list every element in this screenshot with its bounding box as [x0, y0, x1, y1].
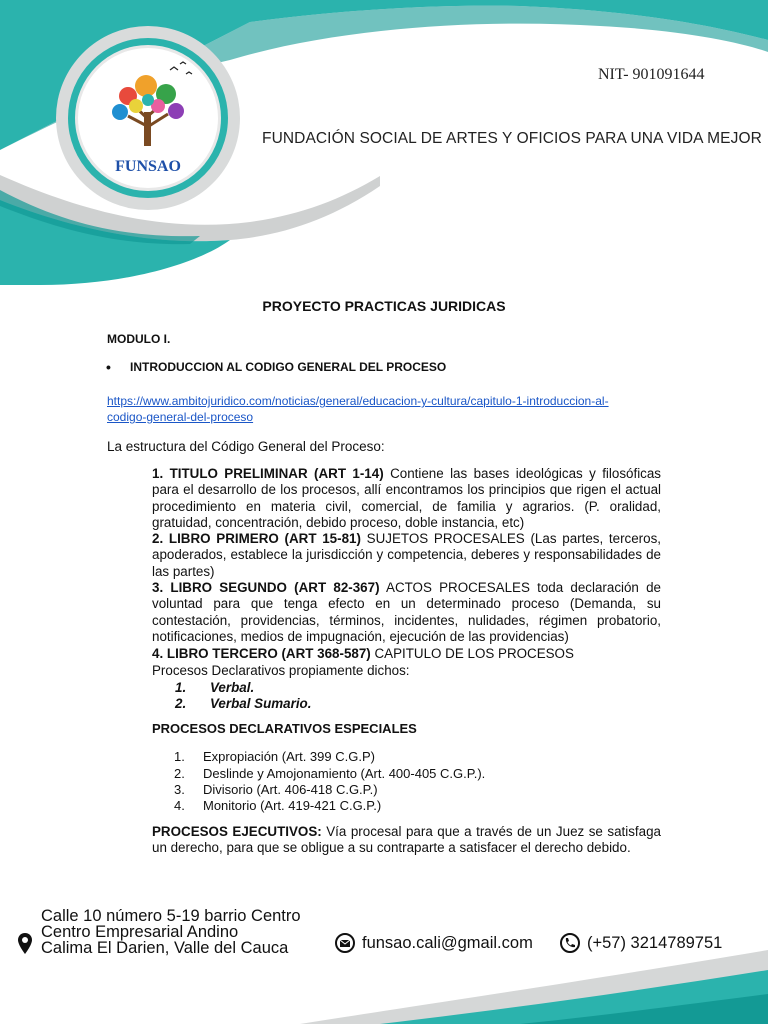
item-label: Divisorio (Art. 406-418 C.G.P.) [203, 782, 378, 797]
item-number: 3. [174, 782, 185, 797]
email-icon [335, 933, 355, 953]
item-number: 1. [175, 680, 187, 695]
item-head: 1. TITULO PRELIMINAR (ART 1-14) [152, 466, 384, 481]
ejecutivos-head: PROCESOS EJECUTIVOS: [152, 824, 322, 839]
phone-icon [560, 933, 580, 953]
structure-item [152, 646, 661, 662]
item-label: Verbal. [210, 680, 255, 695]
item-body: Contiene las bases ideológicas y filosóficas para el desarrollo de los procesos, allí encontramos los principios que rigen el actual procedimiento en materia civil, comercial, de familia y agrarios. (P. oralidad, gratuidad, concentración, debido proceso, doble instancia, etc) [152, 466, 662, 530]
declarativo-item [175, 680, 254, 695]
tree-logo-icon [98, 56, 198, 156]
footer-address [41, 908, 301, 956]
declarativos-intro: Procesos Declarativos propiamente dichos: [152, 663, 410, 678]
item-number: 2. [175, 696, 187, 711]
item-label: Verbal Sumario. [210, 696, 312, 711]
list-item [174, 782, 378, 797]
nit-number: NIT- 901091644 [598, 66, 705, 83]
footer-phone[interactable]: (+57) 3214789751 [587, 934, 723, 952]
item-head: 2. LIBRO PRIMERO (ART 15-81) [152, 531, 361, 546]
item-label: Deslinde y Amojonamiento (Art. 400-405 C.G.P.). [203, 766, 486, 781]
address-line-2: Centro Empresarial Andino [41, 923, 239, 941]
logo-text: FUNSAO [115, 158, 181, 175]
list-item [174, 749, 375, 764]
document-title: PROYECTO PRACTICAS JURIDICAS [262, 298, 506, 314]
item-body: ACTOS PROCESALES toda declaración de voluntad para que tenga efecto en un determinado proceso (Demanda, su contestación, providencias, términos, incidentes, nulidades, régimen probatorio, notificaciones, medios de impugnación, ejecución de las providencias) [152, 580, 661, 644]
link-line-2: codigo-general-del-proceso [107, 410, 254, 424]
declarativo-item [175, 696, 311, 711]
item-head: 4. LIBRO TERCERO (ART 368-587) [152, 646, 371, 661]
item-label: Monitorio (Art. 419-421 C.G.P.) [203, 798, 382, 813]
footer-email[interactable]: funsao.cali@gmail.com [362, 934, 533, 952]
structure-intro: La estructura del Código General del Proceso: [107, 439, 385, 454]
ejecutivos-paragraph [152, 824, 661, 857]
item-body: CAPITULO DE LOS PROCESOS [370, 646, 574, 661]
reference-link[interactable] [107, 393, 647, 425]
module-heading: MODULO I. [107, 332, 171, 346]
item-head: 3. LIBRO SEGUNDO (ART 82-367) [152, 580, 380, 595]
list-item [174, 766, 485, 781]
item-number: 1. [174, 749, 185, 764]
list-item [174, 798, 381, 813]
address-line-3: Calima El Darien, Valle del Cauca [41, 939, 289, 957]
item-number: 4. [174, 798, 185, 813]
bullet-item [106, 359, 447, 375]
link-line-1: https://www.ambitojuridico.com/noticias/general/educacion-y-cultura/capitulo-1-introduccion-al- [107, 394, 609, 408]
structure-item [152, 466, 661, 531]
organization-name: FUNDACIÓN SOCIAL DE ARTES Y OFICIOS PARA UNA VIDA MEJOR [262, 130, 762, 147]
structure-item [152, 580, 661, 645]
ejecutivos-body: Vía procesal para que a través de un Juez se satisfaga un derecho, para que se obligue a su contraparte a satisfacer el derecho debido. [152, 824, 661, 856]
address-line-1: Calle 10 número 5-19 barrio Centro [41, 907, 301, 925]
bullet-dot-icon: • [106, 359, 111, 375]
structure-item [152, 531, 661, 580]
location-pin-icon [17, 932, 33, 956]
item-label: Expropiación (Art. 399 C.G.P) [203, 749, 375, 764]
item-body: SUJETOS PROCESALES (Las partes, terceros, apoderados, establece la jurisdicción y competencia, deberes y responsabilidades de las partes) [152, 531, 662, 579]
funsao-logo [78, 48, 218, 188]
bullet-text: INTRODUCCION AL CODIGO GENERAL DEL PROCESO [130, 360, 447, 374]
especiales-heading: PROCESOS DECLARATIVOS ESPECIALES [152, 721, 417, 736]
item-number: 2. [174, 766, 185, 781]
